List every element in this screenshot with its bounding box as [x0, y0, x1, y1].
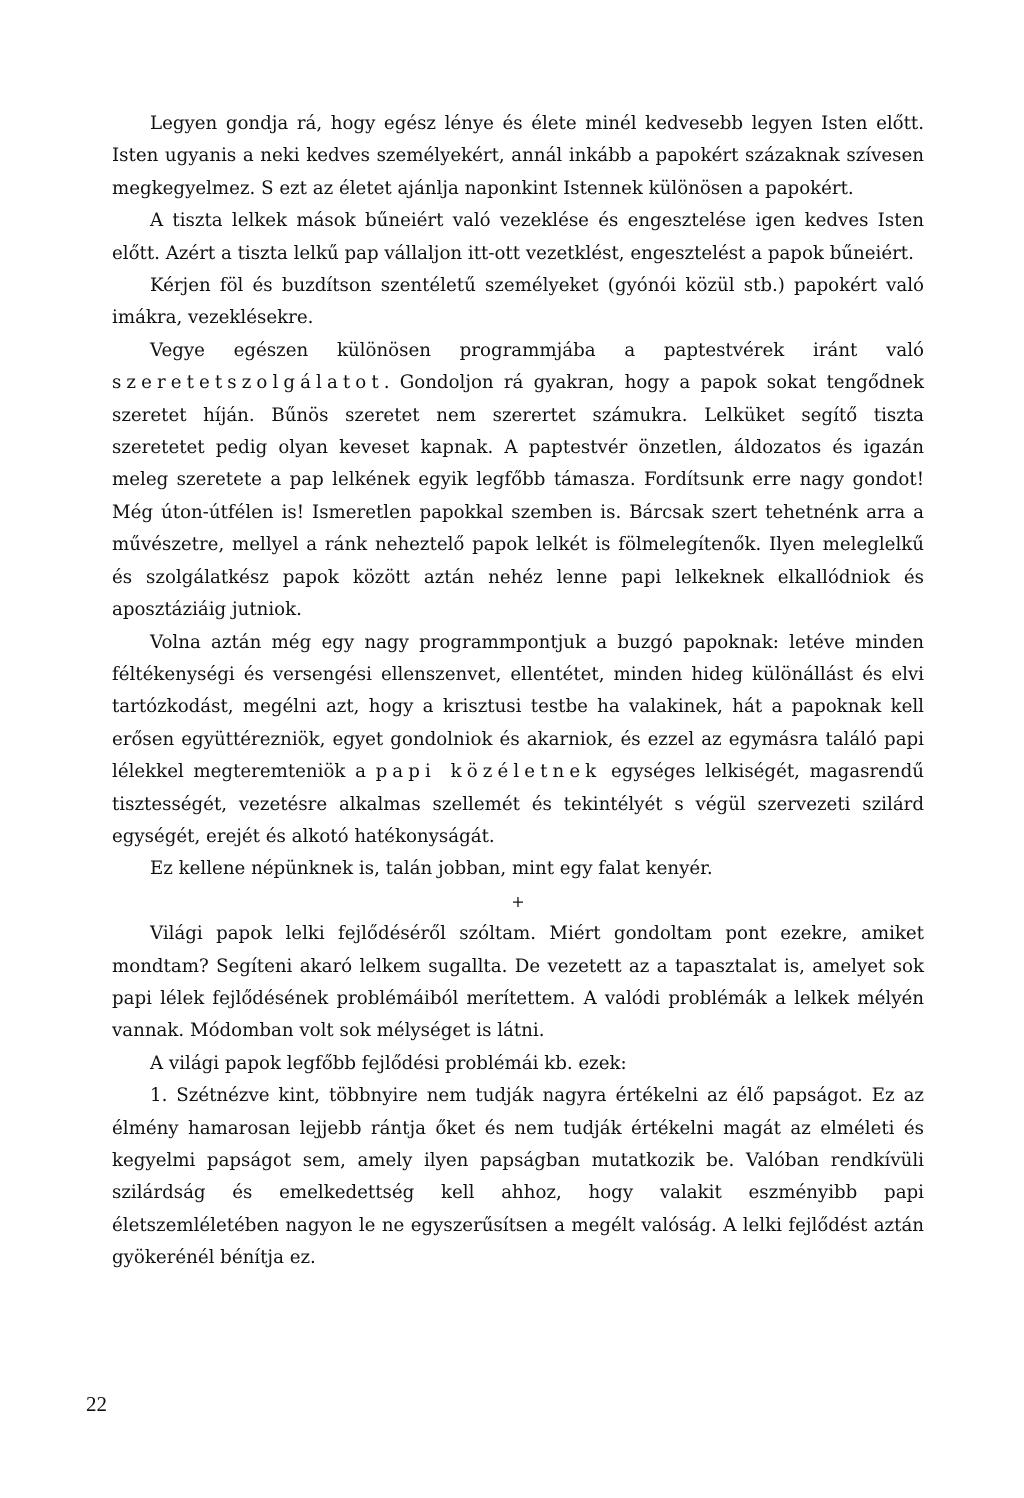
paragraph-4-spaced-emphasis: szeretetszolgálatot [112, 372, 384, 394]
paragraph-1: Legyen gondja rá, hogy egész lénye és élete minél kedvesebb legyen Isten előtt. Isten ugyanis a neki kedves személyekért, annál inkább a papokért százaknak szívesen megkegyelmez. S ezt az életet ajánlja naponkint Istennek különösen a papokért. [112, 113, 924, 199]
paragraph-5-text-start: Volna aztán még egy nagy programmpontjuk a buzgó papoknak: letéve minden féltékenységi és versengési ellenszenvet, ellentétet, minden hideg különállást és elvi tartózkodást, megélni azt, hogy a krisztusi testbe ha valakinek, hát a papoknak kell erősen együttérezniök, egyet gondolniok és akarniok, és ezzel az egymásra találó papi lélekkel megteremteniök a [112, 631, 924, 783]
paragraph-6: Ez kellene népünknek is, talán jobban, mint egy falat kenyér. [150, 858, 713, 880]
paragraph-3: Kérjen föl és buzdítson szentéletű személyeket (gyónói közül stb.) papokért való imákra, vezeklésekre. [112, 275, 924, 329]
page-number: 22 [86, 1392, 107, 1416]
paragraph-5-spaced-emphasis: papi közéletnek [375, 761, 602, 783]
paragraph-5-text-end: egységes lelkiségét, magasrendű tisztességét, vezetésre alkalmas szellemét és tekintélyét s végül szervezeti szilárd egységét, erejét és alkotó hatékonyságát. [112, 761, 924, 847]
paragraph-2: A tiszta lelkek mások bűneiért való vezeklése és engesztelése igen kedves Isten előtt. Azért a tiszta lelkű pap vállaljon itt-ott vezetklést, engesztelést a papok bűneiért. [112, 210, 924, 264]
paragraph-9: 1. Szétnézve kint, többnyire nem tudják nagyra értékelni az élő papságot. Ez az élmény hamarosan lejjebb rántja őket és nem tudják értékelni magát az elméleti és kegyelmi papságot sem, amely ilyen papságban mutatkozik be. Valóban rendkívüli szilárdság és emelkedettség kell ahhoz, hogy valakit eszményibb papi életszemléletében nagyon le ne egyszerűsítsen a megélt valóság. A lelki fejlődést aztán gyökerénél bénítja ez. [112, 1085, 924, 1269]
paragraph-7: Világi papok lelki fejlődéséről szóltam. Miért gondoltam pont ezekre, amiket mondtam? Segíteni akaró lelkem sugallta. De vezetett az a tapasztalat is, amelyet sok papi lélek fejlődésének problémáiból merítettem. A valódi problémák a lelkek mélyén vannak. Módomban volt sok mélységet is látni. [112, 923, 924, 1042]
page-body [112, 108, 924, 1275]
paragraph-4-text-start: Vegye egészen különösen programmjába a paptestvérek iránt való [150, 339, 924, 361]
paragraph-4 [112, 335, 924, 627]
section-separator: + [511, 891, 525, 911]
paragraph-5 [112, 627, 924, 854]
paragraph-4-text-end: . Gondoljon rá gyakran, hogy a papok sokat tengődnek szeretet híján. Bűnös szeretet nem szerertet számukra. Lelküket segítő tiszta szeretetet pedig olyan keveset kapnak. A paptestvér önzetlen, áldozatos és igazán meleg szeretete a pap lelkének egyik legfőbb támasza. Fordítsunk erre nagy gondot! Még úton-útfélen is! Ismeretlen papokkal szemben is. Bárcsak szert tehetnénk arra a művészetre, mellyel a ránk neheztelő papok lelkét is fölmelegítenők. Ilyen meleglelkű és szolgálatkész papok között aztán nehéz lenne papi lelkeknek elkallódniok és aposztáziáig jutniok. [112, 372, 924, 621]
paragraph-8: A világi papok legfőbb fejlődési problémái kb. ezek: [150, 1052, 627, 1074]
